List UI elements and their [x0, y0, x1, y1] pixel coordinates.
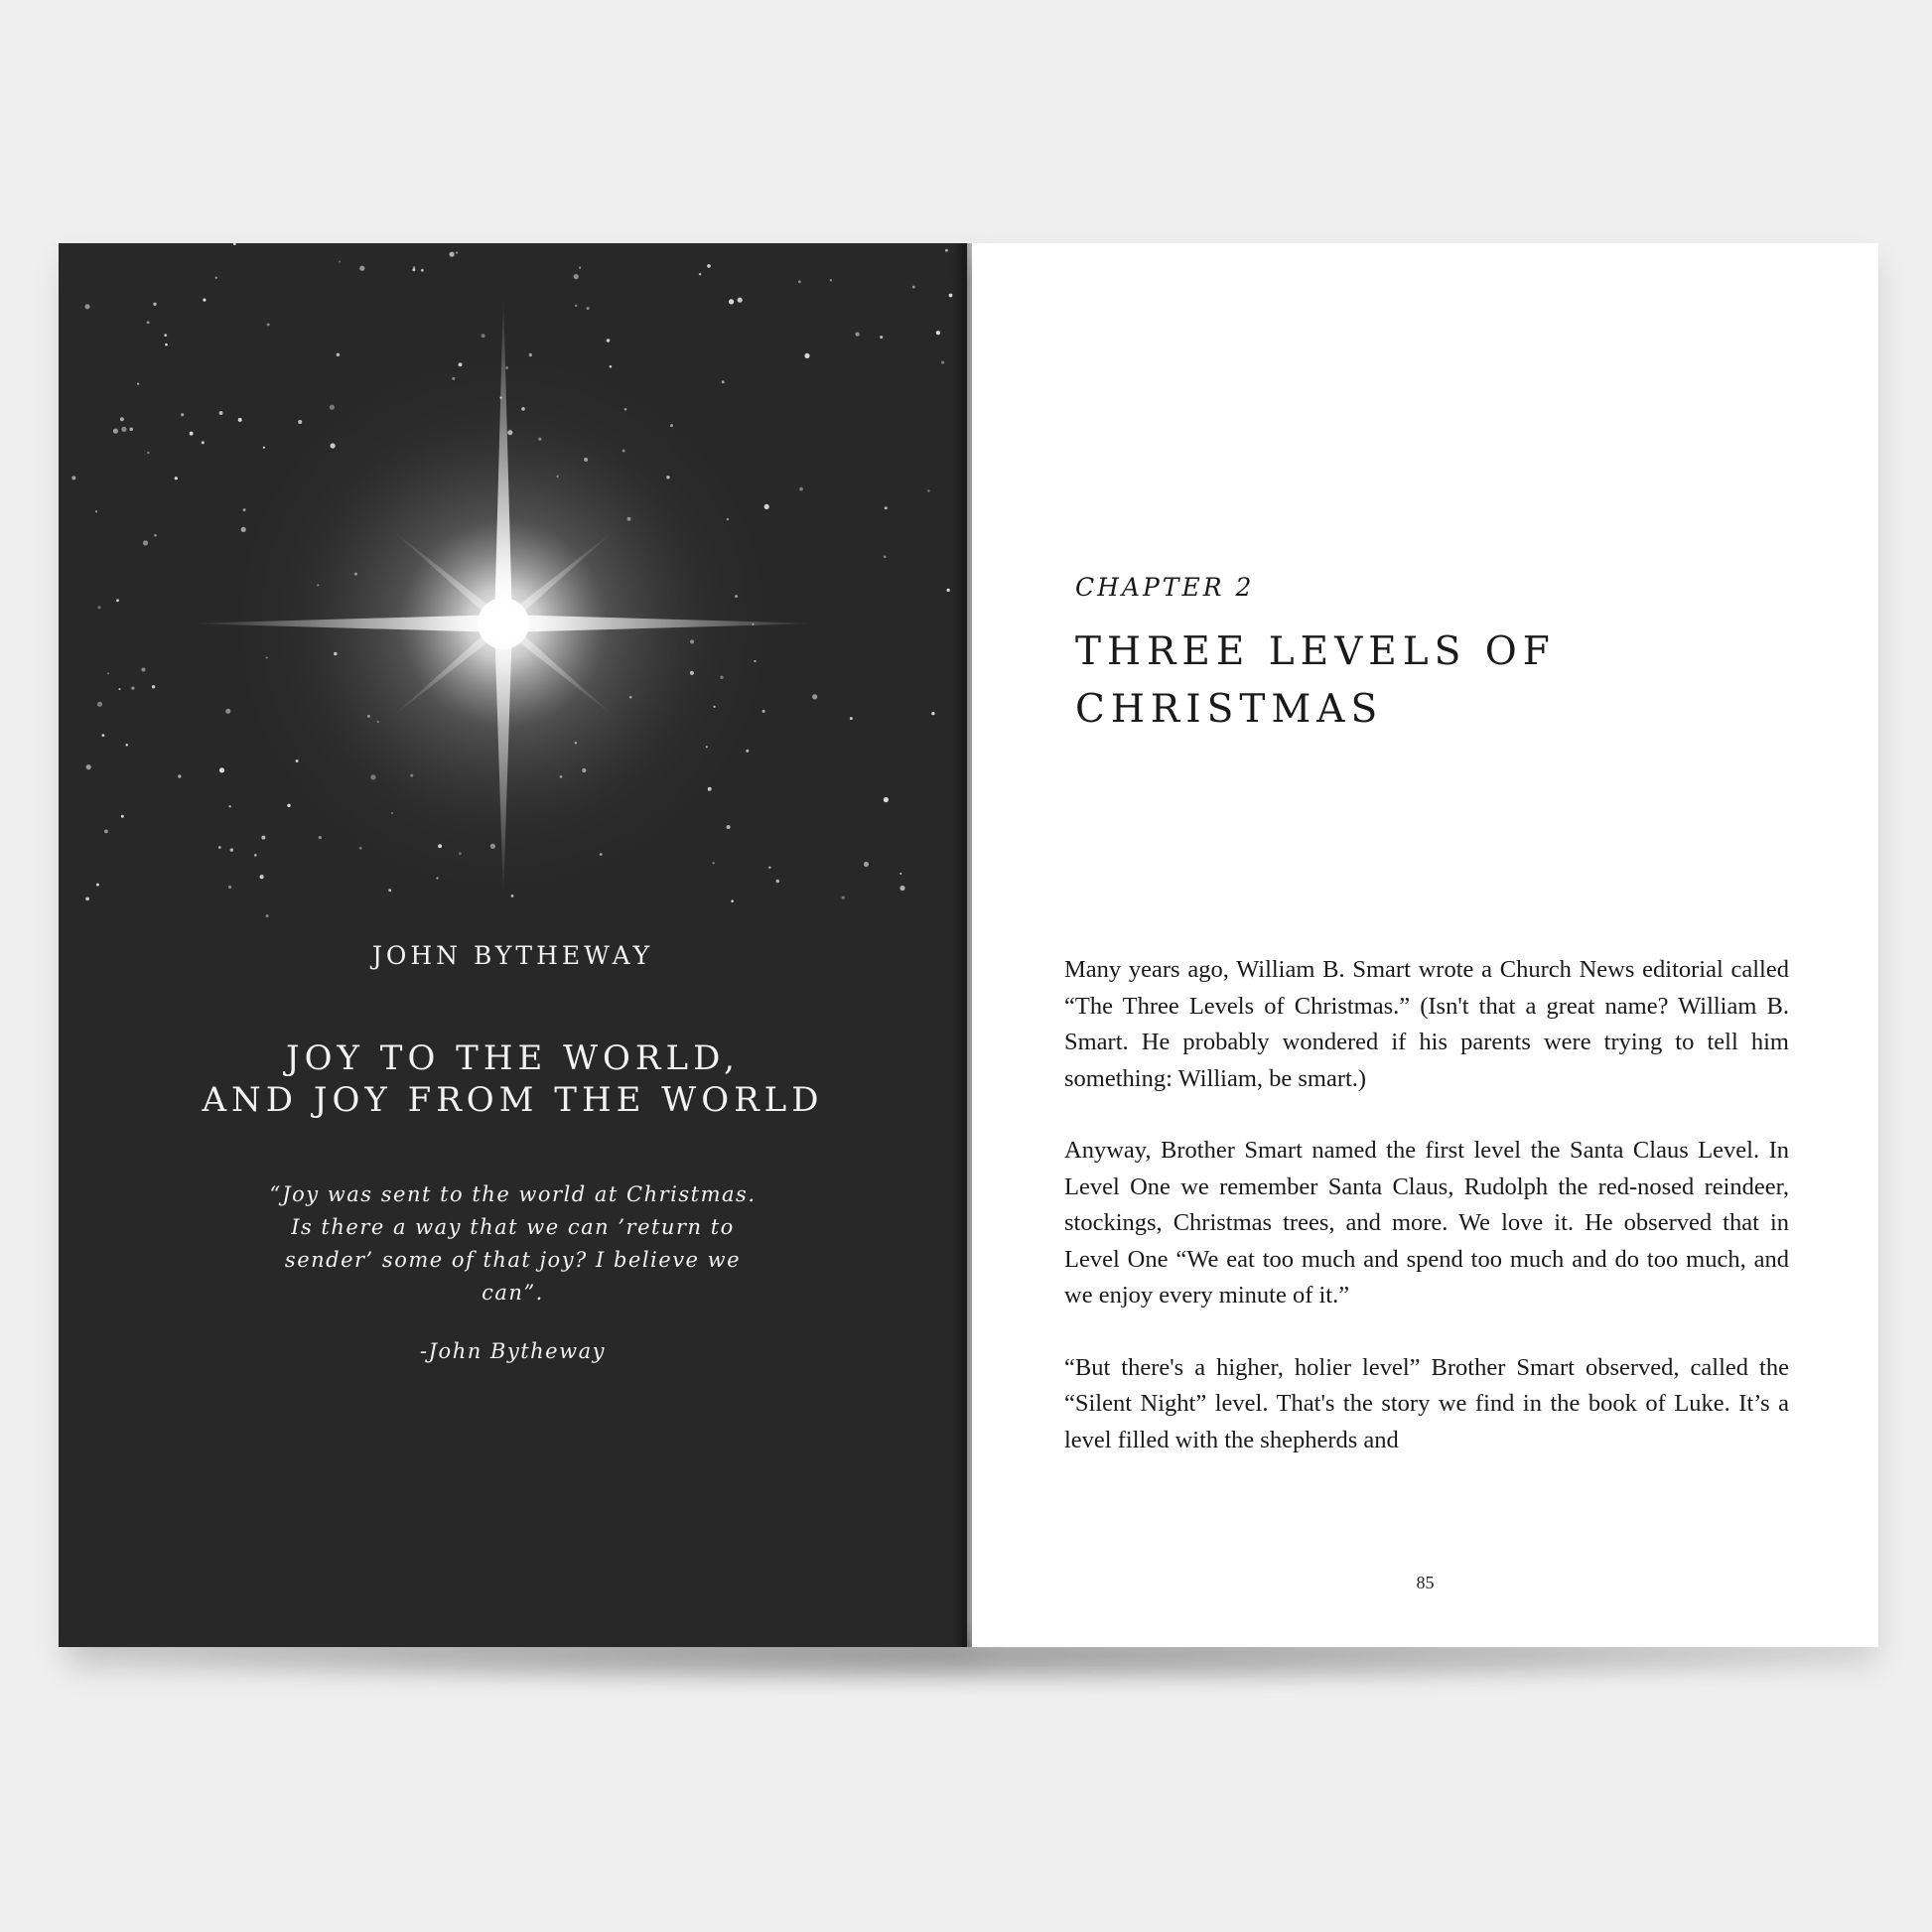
star-speck [97, 702, 102, 707]
star-speck [84, 304, 89, 309]
body-paragraph: Many years ago, William B. Smart wrote a Church News editorial called “The Three Levels of Christmas.” (Isn't that a great name? William B. Smart. He probably wondered if his parents were trying to tell him something: William, be smart.) [1064, 956, 1789, 1092]
star-speck [738, 298, 743, 303]
chapter-title-line-1: THREE LEVELS OF [1075, 629, 1556, 674]
star-speck [131, 686, 134, 689]
star-speck [722, 380, 725, 383]
star-speck [175, 477, 178, 480]
star-speck [71, 476, 75, 480]
star-speck [230, 848, 233, 851]
star-speck [884, 555, 887, 558]
star-speck [102, 734, 105, 737]
star-speck [575, 305, 577, 307]
star-speck [260, 875, 264, 879]
star-speck [413, 266, 416, 269]
chapter-body [1064, 952, 1789, 1494]
author-name: JOHN BYTHEWAY [371, 941, 654, 970]
star-speck [912, 286, 915, 289]
star-speck [202, 441, 205, 444]
star-speck [143, 540, 148, 545]
star-speck [267, 323, 270, 326]
star-speck [899, 886, 904, 891]
star-speck [337, 353, 340, 356]
star-speck [215, 277, 217, 279]
star-speck [153, 303, 156, 306]
star-speck [261, 836, 265, 840]
star-illustration [59, 243, 967, 938]
body-paragraph: Anyway, Brother Smart named the first level the Santa Claus Level. In Level One we remember Santa Claus, Rudolph the red-nosed reindeer, stockings, Christmas trees, and more. We love it. He observed that in Level One “We eat too much and spend too much and do too much, and we enjoy every minute of it.” [1064, 1137, 1789, 1309]
star-speck [97, 606, 100, 609]
star-speck [812, 694, 817, 699]
star-speck [899, 873, 901, 875]
star-speck [218, 846, 221, 849]
chapter-title-line-2: CHRISTMAS [1075, 687, 1384, 732]
star-speck [228, 805, 230, 807]
star-speck [776, 880, 780, 884]
star-speck [607, 339, 610, 342]
star-speck [729, 299, 734, 304]
star-speck [421, 269, 424, 272]
star-speck [885, 506, 888, 509]
star-speck [118, 688, 120, 690]
star-speck [799, 487, 803, 491]
star-speck [864, 862, 869, 867]
star-speck [941, 360, 944, 363]
left-page [59, 243, 967, 1647]
star-speck [884, 797, 889, 802]
star-speck [587, 307, 590, 310]
star-speck [219, 411, 223, 415]
star-speck [238, 418, 242, 422]
star-speck [164, 334, 167, 337]
star-speck [113, 429, 118, 434]
star-speck [152, 685, 155, 688]
star-speck [945, 249, 948, 252]
star-speck [121, 427, 126, 432]
star-speck [104, 830, 108, 834]
star-speck [95, 510, 97, 512]
star-speck [339, 260, 341, 262]
star-speck [830, 279, 832, 281]
star-speck [233, 243, 236, 245]
star-speck [120, 417, 124, 421]
star-speck [85, 897, 89, 900]
star-speck [86, 764, 91, 769]
star-speck [931, 712, 934, 715]
star-speck [266, 914, 269, 917]
star-speck [254, 854, 257, 857]
star-speck [707, 264, 711, 268]
star-speck [165, 344, 168, 346]
star-speck [699, 273, 702, 276]
book-title-line-2: AND JOY FROM THE WORLD [202, 1080, 824, 1120]
star-speck [949, 294, 953, 298]
star-speck [116, 599, 119, 602]
star-speck [731, 899, 734, 902]
epigraph-attribution: -John Bytheway [420, 1339, 606, 1363]
star-speck [129, 428, 133, 432]
star-speck [190, 432, 194, 436]
star-core [478, 598, 529, 649]
body-paragraph: “But there's a higher, holier level” Brother Smart observed, called the “Silent Night” level. That's the story we find in the book of Luke. It’s a level filled with the shepherds and [1064, 1353, 1789, 1453]
page-number: 85 [1416, 1573, 1435, 1592]
star-speck [178, 774, 181, 777]
star-speck [147, 321, 150, 324]
chapter-label: CHAPTER 2 [1075, 573, 1255, 602]
star-speck [137, 383, 139, 385]
star-speck [228, 886, 231, 889]
star-speck [203, 299, 206, 302]
star-speck [936, 331, 940, 335]
star-speck [842, 896, 845, 898]
star-speck [880, 336, 883, 339]
star-speck [154, 534, 156, 536]
star-speck [121, 815, 124, 818]
star-speck [181, 413, 184, 416]
star-speck [856, 333, 860, 337]
star-speck [450, 252, 455, 257]
star-speck [456, 251, 458, 253]
star-speck [579, 267, 581, 269]
star-speck [96, 884, 99, 887]
star-speck [574, 274, 579, 279]
star-speck [927, 489, 929, 491]
book-title [59, 1037, 967, 1121]
star-speck [147, 452, 149, 454]
star-speck [107, 672, 109, 674]
book-title-line-1: JOY TO THE WORLD, [286, 1038, 740, 1078]
star-speck [727, 825, 731, 829]
star-speck [713, 862, 715, 864]
chapter-title [1075, 623, 1556, 739]
star-speck [804, 353, 809, 358]
star-speck [125, 744, 127, 746]
epigraph-quote: “Joy was sent to the world at Christmas. Is there a way that we can ’return to sender’ some of that joy? I believe we can”. [269, 1182, 757, 1305]
right-page [972, 243, 1878, 1647]
star-speck [141, 667, 145, 671]
star-speck [798, 280, 801, 283]
star-speck [768, 867, 770, 869]
star-speck [359, 266, 364, 271]
star-speck [850, 717, 853, 720]
star-speck [946, 589, 949, 592]
star-speck [219, 767, 224, 772]
